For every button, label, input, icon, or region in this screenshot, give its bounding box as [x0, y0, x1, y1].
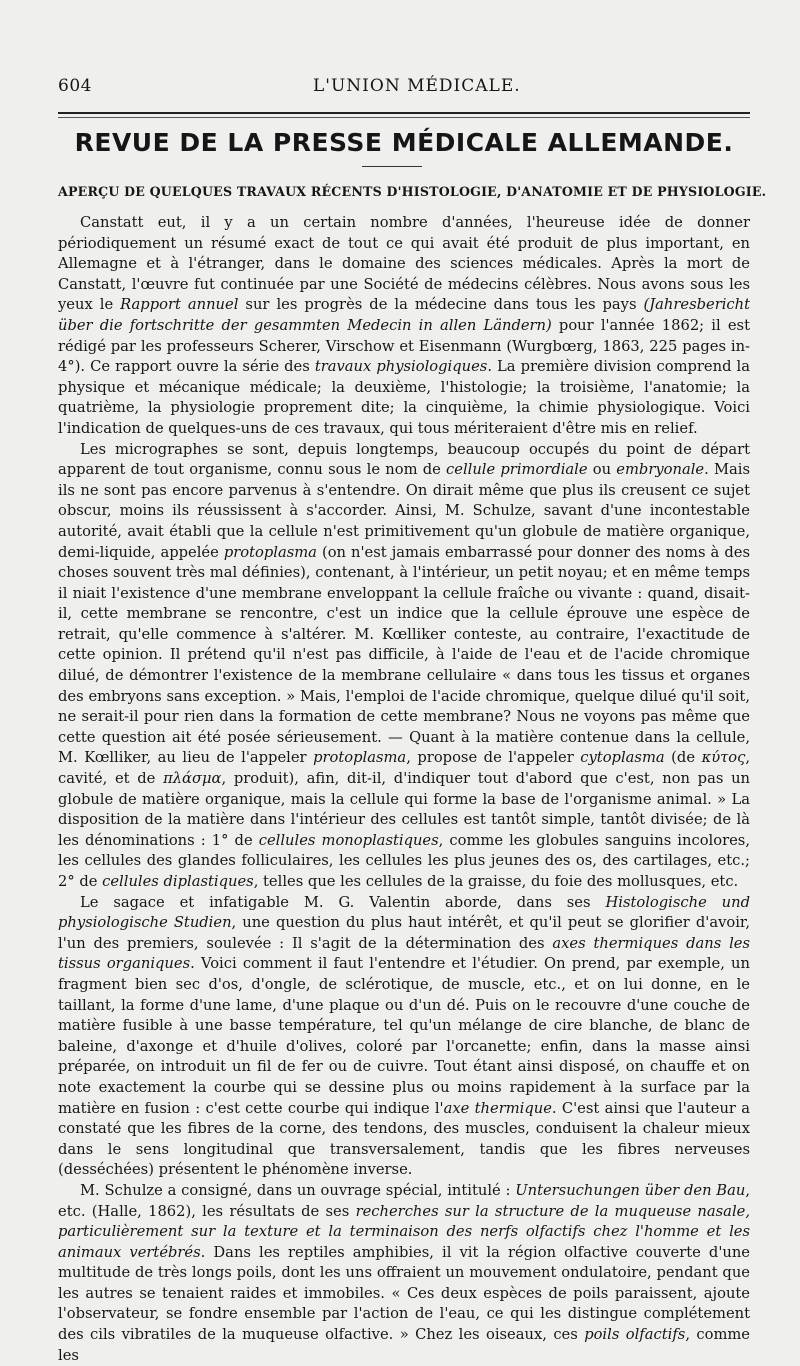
text-run: ou [587, 461, 617, 479]
text-run: . C'est ainsi que l'auteur a constaté que les fibres de la corne, des tendons, des muscles, conduisent la chaleur mieux dans le sens longitudinal que transversalement, tandis que les fibres nerveuses (desséchées) présentent le phénomène inverse. [58, 1099, 751, 1179]
running-head [58, 72, 750, 98]
text-run: (on n'est jamais embarrassé pour donner des noms à des choses souvent très mal définies), contenant, à l'intérieur, un petit noyau; et en même temps il niait l'existence d'une membrane enveloppant la cellule fraîche ou vivante : quand, disait-il, cette membrane se rencontre, c'est un indice que la cellule éprouve une espèce de retrait, qu'elle commence à s'altérer. M. Kœlliker conteste, au contraire, l'exactitude de cette opinion. Il prétend qu'il n'est pas difficile, à l'aide de l'eau et de l'acide chromique dilué, de démontrer l'existence de la membrane cellulaire « dans tous les tissus et organes des embryons sans exception. » Mais, l'emploi de l'acide chromique, quelque dilué qu'il soit, ne serait-il pour rien dans la formation de cette membrane? Nous ne voyons pas même que cette question ait été posée sérieusement. — Quant à la matière contenue dans la cellule, M. Kœlliker, au lieu de l'appeler [58, 543, 750, 767]
section-title: REVUE DE LA PRESSE MÉDICALE ALLEMANDE. [74, 128, 734, 157]
italic-text-run: travaux physiologiques [314, 358, 488, 376]
text-run: , etc. (Halle, 1862), les résultats de ses [58, 1181, 750, 1220]
italic-text-run: embryonale [616, 461, 705, 479]
text-run: Les micrographes se sont, depuis longtemps, beaucoup occupés du point de départ apparent de tout organisme, connu sous le nom de [58, 440, 750, 479]
article-body [58, 213, 750, 1366]
text-run: Canstatt eut, il y a un certain nombre d'années, l'heureuse idée de donner périodiquement un résumé exact de tout ce qui avait été produit de plus important, en Allemagne et à l'étranger, dans le domaine des sciences médicales. Après la mort de Canstatt, l'œuvre fut continuée par une Société de médecins célèbres. Nous avons sous les yeux le [58, 214, 750, 314]
italic-text-run: axe thermique [443, 1099, 552, 1117]
italic-text-run: Rapport annuel [120, 296, 239, 314]
italic-text-run: (Jahresbericht über die fortschritte der gesammten Medecin in allen Ländern) [58, 296, 750, 334]
page-number: 604 [58, 76, 92, 96]
paragraph [58, 1181, 750, 1366]
text-run: , une question du plus haut intérêt, et qu'il peut se glorifier d'avoir, l'un des premiers, soulevée : Il s'agit de la détermination des [58, 914, 750, 952]
paragraph [58, 893, 750, 1181]
header-rule-thick [58, 112, 750, 114]
text-run: pour l'année 1862; il est rédigé par les professeurs Scherer, Virschow et Eisenmann (Wurgbœrg, 1863, 225 pages in-4°). Ce rapport ouvre la série des [58, 316, 750, 376]
title-divider [362, 166, 422, 167]
italic-text-run: κύτος [701, 749, 746, 767]
italic-text-run: cellule primordiale [446, 461, 588, 479]
paragraph [58, 440, 750, 893]
text-run: , comme les globules sanguins incolores, les cellules des glandes folliculaires, les cellules les plus jeunes des os, des cartilages, etc.; 2° de [58, 831, 750, 890]
italic-text-run: poils olfactifs [584, 1326, 686, 1344]
journal-title: L'UNION MÉDICALE. [313, 76, 521, 96]
text-run: , cavité, et de [58, 749, 750, 788]
text-run: . La première division comprend la physique et mécanique médicale; la deuxième, l'histologie; la troisième, l'anatomie; la quatrième, la physiologie proprement dite; la cinquième, la chimie physiologique. Voici l'indication de quelques-uns de ces travaux, qui tous mériteraient d'être mis en relief. [58, 358, 750, 437]
text-run: , produit), afin, dit-il, d'indiquer tout d'abord que c'est, non pas un globule de matière organique, mais la cellule qui forme la base de l'organisme animal. » La disposition de la matière dans l'intérieur des cellules est tantôt simple, tantôt divisée; de là les dénominations : 1° de [58, 770, 750, 849]
text-run: , comme les [58, 1326, 751, 1364]
header-rule-thin [58, 117, 750, 118]
italic-text-run: protoplasma [313, 749, 407, 767]
text-run: . Dans les reptiles amphibies, il vit la région olfactive couverte d'une multitude de très longs poils, dont les uns offraient un mouvement ondulatoire, pendant que les autres se tenaient raides et immobiles. « Ces deux espèces de poils paraissent, ajoute l'observateur, se fondre ensemble par l'action de l'eau, ce qui les distingue complétement des cils vibratiles de la muqueuse olfactive. » Chez les oiseaux, ces [58, 1243, 750, 1344]
italic-text-run: Histologische und physiologische Studien [58, 893, 750, 932]
text-run: Le sagace et infatigable M. G. Valentin aborde, dans ses [80, 893, 606, 911]
italic-text-run: recherches sur la structure de la muqueuse nasale, particulièrement sur la texture et la terminaison des nerfs olfactifs chez l'homme et les animaux vertébrés [58, 1202, 750, 1261]
italic-text-run: Untersuchungen über den Bau [515, 1181, 746, 1199]
text-run: . Mais ils ne sont pas encore parvenus à s'entendre. On dirait même que plus ils creusent ce sujet obscur, moins ils réussissent à s'accorder. Ainsi, M. Schulze, savant d'une incontestable autorité, avait établi que la cellule n'est primitivement qu'un globule de matière organique, demi-liquide, appelée [58, 461, 751, 561]
text-run: M. Schulze a consigné, dans un ouvrage spécial, intitulé : [80, 1181, 516, 1199]
italic-text-run: cellules diplastiques [102, 873, 254, 890]
italic-text-run: cellules monoplastiques [258, 831, 439, 849]
italic-text-run: cytoplasma [580, 749, 665, 767]
text-run: sur les progrès de la médecine dans tous les pays [238, 296, 644, 314]
italic-text-run: axes thermiques dans les tissus organiques [58, 934, 750, 973]
paragraph [58, 213, 750, 440]
text-run: (de [664, 749, 702, 767]
article-subtitle: APERÇU DE QUELQUES TRAVAUX RÉCENTS D'HISTOLOGIE, D'ANATOMIE ET DE PHYSIOLOGIE. [58, 184, 767, 199]
italic-text-run: πλάσμα [163, 770, 222, 788]
text-run: . Voici comment il faut l'entendre et l'étudier. On prend, par exemple, un fragment bien sec d'os, d'ongle, de sclérotique, de muscle, etc., et on lui donne, en le taillant, la forme d'une lame, d'une plaque ou d'un dé. Puis on le recouvre d'une couche de matière fusible à une basse température, tel qu'un mélange de cire blanche, de blanc de baleine, d'axonge et d'huile d'olives, coloré par l'orcanette; enfin, dans la masse ainsi préparée, on introduit un fil de fer ou de cuivre. Tout étant ainsi disposé, on chauffe et on note exactement la courbe qui se dessine plus ou moins rapidement à la surface par la matière en fusion : c'est cette courbe qui indique l' [58, 955, 750, 1117]
text-run: , telles que les cellules de la graisse, du foie des mollusques, etc. [253, 873, 739, 890]
text-run: , propose de l'appeler [406, 749, 581, 767]
italic-text-run: protoplasma [223, 543, 317, 561]
